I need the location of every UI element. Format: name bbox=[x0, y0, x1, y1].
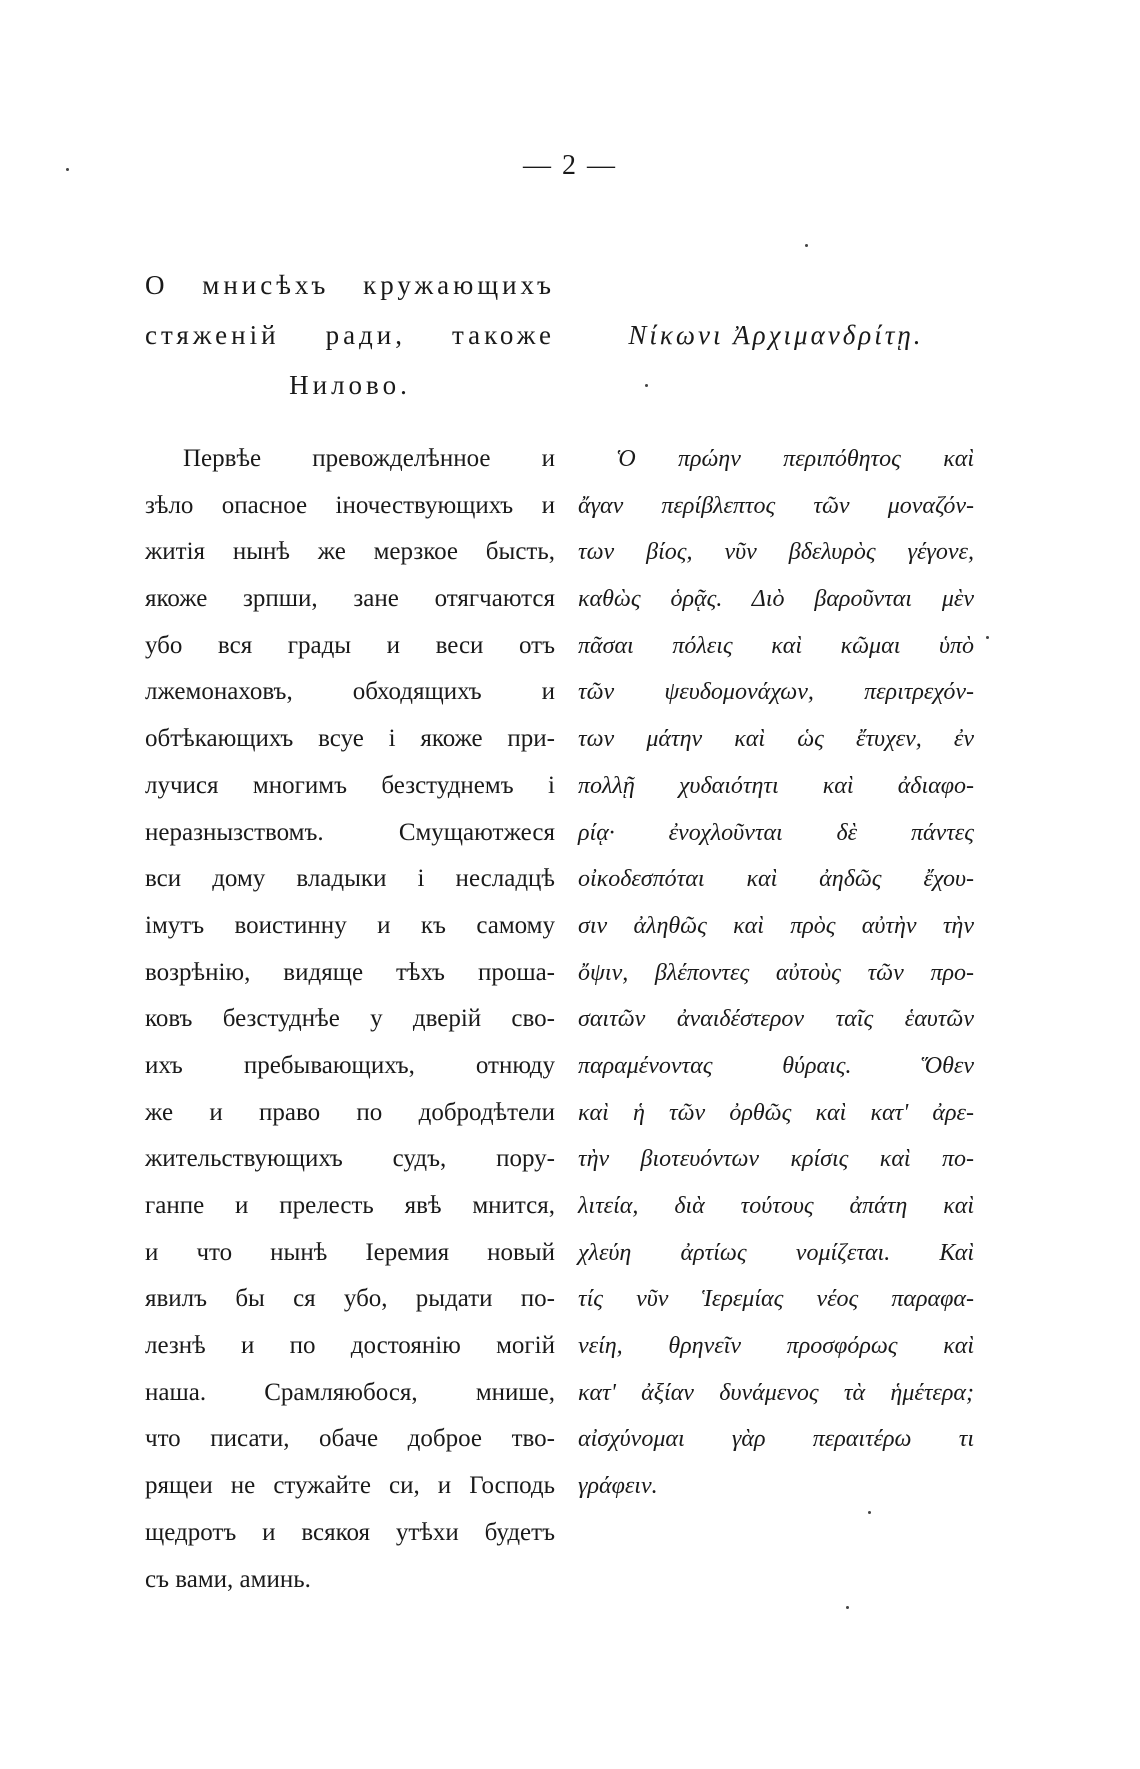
text-line: Первѣе превожделѣнное и bbox=[183, 445, 555, 472]
print-speck bbox=[868, 1511, 871, 1514]
left-heading-line: О мнисѣхъ кружающихъ bbox=[145, 270, 555, 300]
left-heading-line: стяженій ради, такоже bbox=[145, 320, 555, 350]
text-line: τῶν ψευδομονάχων, περιτρεχόν- bbox=[578, 679, 974, 706]
text-line: рящеи не стужайте си, и Господь bbox=[145, 1472, 555, 1500]
text-line: ганпе и прелесть явѣ мнится, bbox=[145, 1192, 555, 1219]
text-line: житія нынѣ же мерзкое бысть, bbox=[145, 538, 555, 566]
left-heading bbox=[145, 260, 555, 410]
text-line: съ вами, аминь. bbox=[145, 1565, 311, 1593]
text-line: возрѣнію, видяще тѣхъ прошa- bbox=[145, 958, 555, 986]
text-line: καθὼς ὁρᾷς. Διὸ βαροῦνται μὲν bbox=[578, 586, 974, 613]
text-line: якоже зрпши, зане отягчаются bbox=[145, 585, 555, 613]
text-line: οἰκοδεσπόται καὶ ἀηδῶς ἔχου- bbox=[578, 866, 974, 893]
left-heading-line: Нилово. bbox=[289, 370, 411, 400]
print-speck bbox=[66, 168, 69, 171]
text-line: κατ' ἀξίαν δυνάμενος τὰ ἡμέτερα; bbox=[578, 1379, 974, 1406]
text-line: убо вся грады и веси отъ bbox=[145, 631, 555, 659]
text-line: νείη, θρηνεῖν προσφόρως καὶ bbox=[578, 1333, 974, 1360]
text-line: лезнѣ и по достоянію могій bbox=[145, 1332, 555, 1360]
text-line: и что нынѣ Іеремия новый bbox=[145, 1238, 555, 1266]
text-line: зѣло опасное іночествующихъ и bbox=[145, 491, 555, 519]
print-speck bbox=[986, 636, 989, 639]
text-line: καὶ ἡ τῶν ὀρθῶς καὶ κατ' ἀρε- bbox=[578, 1099, 974, 1126]
print-speck bbox=[846, 1606, 849, 1609]
text-line: Ὁ πρώην περιπόθητος καὶ bbox=[616, 446, 974, 472]
text-line: τὴν βιοτευόντων κρίσις καὶ πο- bbox=[578, 1146, 974, 1173]
text-line: вси дому владыки і несладцѣ bbox=[145, 865, 555, 893]
text-line: λιτεία, διὰ τούτους ἀπάτη καὶ bbox=[578, 1193, 974, 1219]
right-body bbox=[578, 436, 974, 1510]
right-heading: Νίκωνι Ἀρχιμανδρίτῃ. bbox=[628, 320, 924, 350]
left-body bbox=[145, 436, 555, 1603]
text-line: πολλῇ χυδαιότητι καὶ ἀδιαφο- bbox=[578, 772, 974, 799]
text-line: наша. Срамляюбося, мнише, bbox=[145, 1378, 555, 1406]
text-line: явилъ бы ся убо, рыдати по- bbox=[145, 1285, 555, 1313]
page-number: — 2 — bbox=[523, 150, 617, 181]
text-line: χλεύη ἀρτίως νομίζεται. Καὶ bbox=[578, 1239, 974, 1266]
print-speck bbox=[645, 384, 648, 387]
text-line: ὄψιν, βλέποντες αὐτοὺς τῶν προ- bbox=[578, 959, 974, 986]
text-line: что писати, обаче доброе тво- bbox=[145, 1425, 555, 1453]
text-line: імутъ воистинну и къ самому bbox=[145, 911, 555, 939]
text-line: ρίᾳ· ἐνοχλοῦνται δὲ πάντες bbox=[578, 819, 974, 846]
text-line: лжемонаховъ, обходящихъ и bbox=[145, 678, 555, 706]
text-line: γράφειν. bbox=[578, 1473, 658, 1500]
text-line: των μάτην καὶ ὡς ἔτυχεν, ἐν bbox=[578, 726, 974, 753]
text-line: πᾶσαι πόλεις καὶ κῶμαι ὑπὸ bbox=[578, 632, 974, 659]
text-line: щедротъ и всякоя утѣхи будетъ bbox=[145, 1518, 555, 1546]
text-line: ковъ безстуднѣе у дверій сво- bbox=[145, 1005, 555, 1033]
left-column bbox=[145, 260, 555, 410]
text-line: ἄγαν περίβλεπτος τῶν μοναζόν- bbox=[578, 492, 974, 519]
text-line: σιν ἀληθῶς καὶ πρὸς αὐτὴν τὴν bbox=[578, 912, 974, 939]
text-line: αἰσχύνομαι γὰρ περαιτέρω τι bbox=[578, 1426, 974, 1453]
text-line: лучися многимъ безстуднемъ і bbox=[145, 771, 555, 799]
text-line: παραμένοντας θύραις. Ὅθεν bbox=[578, 1052, 974, 1079]
print-speck bbox=[805, 244, 808, 247]
text-line: обтѣкающихъ всуе і якоже при- bbox=[145, 725, 555, 753]
text-line: неразнызствомъ. Смущаютжеся bbox=[145, 818, 555, 846]
text-line: σαιτῶν ἀναιδέστερον ταῖς ἑαυτῶν bbox=[578, 1006, 974, 1033]
text-line: τίς νῦν Ἱερεμίας νέος παραφα- bbox=[578, 1286, 974, 1313]
text-line: жительствующихъ судъ, пору- bbox=[145, 1145, 555, 1173]
text-line: των βίος, νῦν βδελυρὸς γέγονε, bbox=[578, 539, 974, 566]
text-line: ихъ пребывающихъ, отнюду bbox=[145, 1051, 555, 1079]
right-column bbox=[578, 260, 974, 360]
text-line: же и право по добродѣтели bbox=[145, 1098, 555, 1126]
